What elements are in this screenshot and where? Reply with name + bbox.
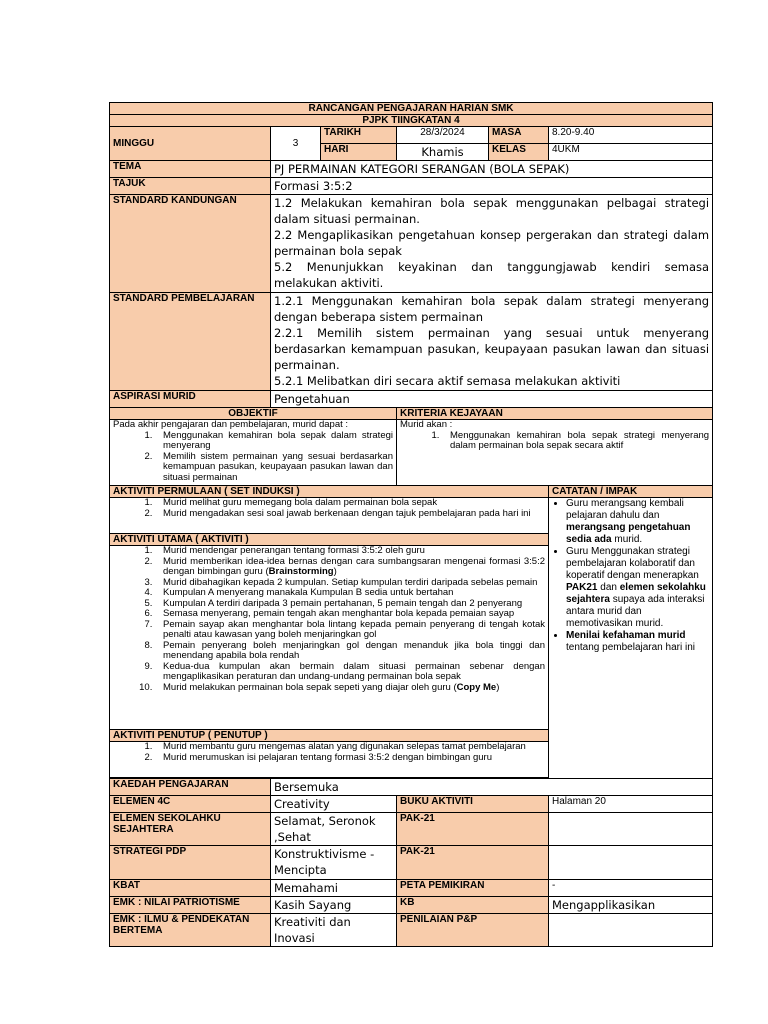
list-item: 9. Kedua-dua kumpulan akan bermain dalam situasi permainan sebenar dengan mengaplikasikan peraturan dan undang-undang permainan bola sepak bbox=[155, 662, 545, 683]
utama-list bbox=[113, 546, 545, 693]
tajuk-label: TAJUK bbox=[110, 178, 271, 195]
masa-label: MASA bbox=[489, 127, 549, 144]
tarikh-value: 28/3/2024 bbox=[397, 127, 489, 144]
list-item: 2. Murid memberikan idea-idea bernas dengan cara sumbangsaran mengenai formasi 3:5:2 dengan bimbingan guru (Brainstorming) bbox=[155, 557, 545, 578]
strategi-label: STRATEGI PDP bbox=[110, 846, 271, 880]
list-item: 4. Kumpulan A menyerang manakala Kumpulan B sedia untuk bertahan bbox=[155, 588, 545, 599]
elemen4c-value: Creativity bbox=[271, 796, 397, 813]
objektif-label: OBJEKTIF bbox=[110, 408, 397, 420]
minggu-value: 3 bbox=[271, 127, 321, 161]
masa-value: 8.20-9.40 bbox=[549, 127, 713, 144]
sk-item: 2.2 Mengaplikasikan pengetahuan konsep pergerakan dan strategi dalam permainan bola sepak bbox=[274, 228, 710, 258]
list-item: 1. Murid membantu guru mengemas alatan yang digunakan selepas tamat pembelajaran bbox=[155, 742, 545, 753]
minggu-label: MINGGU bbox=[110, 127, 271, 161]
penilaian-value bbox=[549, 914, 713, 947]
peta-pemikiran-value: - bbox=[549, 880, 713, 897]
list-item: 1. Menggunakan kemahiran bola sepak dalam strategi menyerang bbox=[155, 431, 393, 452]
pak21-value-2 bbox=[549, 846, 713, 880]
list-item: 10. Murid melakukan permainan bola sepak sepeti yang diajar oleh guru (Copy Me) bbox=[155, 683, 545, 694]
lesson-plan-table bbox=[109, 102, 713, 947]
list-item: 3. Murid dibahagikan kepada 2 kumpulan. Setiap kumpulan terdiri daripada sebelas pemain bbox=[155, 578, 545, 589]
sejahtera-label: ELEMEN SEKOLAHKU SEJAHTERA bbox=[110, 813, 271, 846]
kaedah-label: KAEDAH PENGAJARAN bbox=[110, 779, 271, 796]
kb-label: KB bbox=[397, 897, 549, 914]
standard-kandungan-label: STANDARD KANDUNGAN bbox=[110, 195, 271, 293]
kaedah-value: Bersemuka bbox=[271, 779, 713, 796]
plan-subtitle: PJPK TIINGKATAN 4 bbox=[110, 115, 713, 127]
kbat-label: KBAT bbox=[110, 880, 271, 897]
list-item: 8. Pemain penyerang boleh menjaringkan gol dengan menanduk jika bola tinggi dan menendang apabila bola rendah bbox=[155, 641, 545, 662]
catatan-label: CATATAN / IMPAK bbox=[549, 486, 713, 498]
buku-aktiviti-label: BUKU AKTIVITI bbox=[397, 796, 549, 813]
list-item: 7. Pemain sayap akan menghantar bola lintang kepada pemain penyerang di tengah kotak penalti atau kawasan yang boleh menjaringkan gol bbox=[155, 620, 545, 641]
kriteria-label: KRITERIA KEJAYAAN bbox=[397, 408, 713, 420]
permulaan-label: AKTIVITI PERMULAAN ( SET INDUKSI ) bbox=[110, 486, 549, 498]
standard-pembelajaran-body bbox=[271, 293, 713, 391]
pak21-label-2: PAK-21 bbox=[397, 846, 549, 880]
kbat-value: Memahami bbox=[271, 880, 397, 897]
penutup-label: AKTIVITI PENUTUP ( PENUTUP ) bbox=[110, 730, 549, 742]
ilmu-value: Kreativiti dan Inovasi bbox=[271, 914, 397, 947]
aspirasi-value: Pengetahuan bbox=[271, 391, 713, 408]
permulaan-list bbox=[113, 498, 545, 519]
kriteria-list bbox=[400, 431, 709, 452]
list-item: 1. Murid mendengar penerangan tentang formasi 3:5:2 oleh guru bbox=[155, 546, 545, 557]
objektif-body bbox=[110, 420, 397, 486]
list-item: 1. Murid melihat guru memegang bola dalam permainan bola sepak bbox=[155, 498, 545, 509]
ilmu-label: EMK : ILMU & PENDEKATAN BERTEMA bbox=[110, 914, 271, 947]
hari-label: HARI bbox=[321, 144, 397, 161]
tarikh-label: TARIKH bbox=[321, 127, 397, 144]
pak21-value bbox=[549, 813, 713, 846]
standard-pembelajaran-label: STANDARD PEMBELAJARAN bbox=[110, 293, 271, 391]
strategi-value: Konstruktivisme - Mencipta bbox=[271, 846, 397, 880]
catatan-item: • Menilai kefahaman murid tentang pembelajaran hari ini bbox=[566, 630, 709, 654]
sejahtera-value: Selamat, Seronok ,Sehat bbox=[271, 813, 397, 846]
list-item: 2. Memilih sistem permainan yang sesuai berdasarkan kemampuan pasukan, keupayaan pasukan lawan dan situasi permainan bbox=[155, 452, 393, 484]
aspirasi-label: ASPIRASI MURID bbox=[110, 391, 271, 408]
kelas-label: KELAS bbox=[489, 144, 549, 161]
hari-value: Khamis bbox=[397, 144, 489, 161]
list-item: 6. Semasa menyerang, pemain tengah akan menghantar bola kepada pemaian sayap bbox=[155, 609, 545, 620]
plan-title: RANCANGAN PENGAJARAN HARIAN SMK bbox=[110, 103, 713, 115]
tajuk-value: Formasi 3:5:2 bbox=[271, 178, 713, 195]
list-item: 2. Murid mengadakan sesi soal jawab berkenaan dengan tajuk pembelajaran pada hari ini bbox=[155, 509, 545, 520]
patriotisme-value: Kasih Sayang bbox=[271, 897, 397, 914]
kriteria-intro: Murid akan : bbox=[400, 419, 453, 430]
sp-item: 1.2.1 Menggunakan kemahiran bola sepak dalam strategi menyerang dengan beberapa sistem permainan bbox=[274, 294, 710, 324]
penilaian-label: PENILAIAN P&P bbox=[397, 914, 549, 947]
catatan-item: • Guru Menggunakan strategi pembelajaran kolaboratif dan koperatif dengan menerapkan PAK21 dan elemen sekolahku sejahtera supaya ada interaksi antara murid dan memotivasikan murid. bbox=[566, 546, 709, 630]
sp-item: 2.2.1 Memilih sistem permainan yang sesuai untuk menyerang berdasarkan kemampuan pasukan, keupayaan pasukan lawan dan situasi permainan. bbox=[274, 326, 710, 372]
tema-value: PJ PERMAINAN KATEGORI SERANGAN (BOLA SEPAK) bbox=[271, 161, 713, 178]
catatan-body bbox=[549, 498, 713, 779]
catatan-list bbox=[552, 498, 709, 654]
tema-label: TEMA bbox=[110, 161, 271, 178]
elemen4c-label: ELEMEN 4C bbox=[110, 796, 271, 813]
sp-item: 5.2.1 Melibatkan diri secara aktif semasa melakukan aktiviti bbox=[274, 374, 621, 388]
buku-aktiviti-value: Halaman 20 bbox=[549, 796, 713, 813]
utama-label: AKTIVITI UTAMA ( AKTIVITI ) bbox=[110, 534, 549, 546]
kelas-value: 4UKM bbox=[549, 144, 713, 161]
standard-kandungan-body bbox=[271, 195, 713, 293]
kb-value: Mengapplikasikan bbox=[549, 897, 713, 914]
sk-item: 5.2 Menunjukkan keyakinan dan tanggungjawab kendiri semasa melakukan aktiviti. bbox=[274, 260, 710, 290]
list-item: 1. Menggunakan kemahiran bola sepak strategi menyerang dalam permainan bola sepak secara aktif bbox=[442, 431, 709, 452]
patriotisme-label: EMK : NILAI PATRIOTISME bbox=[110, 897, 271, 914]
penutup-list bbox=[113, 742, 545, 763]
utama-body bbox=[110, 546, 549, 730]
catatan-item: • Guru merangsang kembali pelajaran dahulu dan merangsang pengetahuan sedia ada murid. bbox=[566, 498, 709, 546]
permulaan-body bbox=[110, 498, 549, 534]
penutup-body bbox=[110, 742, 549, 778]
list-item: 5. Kumpulan A terdiri daripada 3 pemain pertahanan, 5 pemain tengah dan 2 penyerang bbox=[155, 599, 545, 610]
list-item: 2. Murid merumuskan isi pelajaran tentang formasi 3:5:2 dengan bimbingan guru bbox=[155, 753, 545, 764]
objektif-list bbox=[113, 431, 393, 484]
sk-item: 1.2 Melakukan kemahiran bola sepak menggunakan pelbagai strategi dalam situasi permainan. bbox=[274, 196, 710, 226]
pak21-label: PAK-21 bbox=[397, 813, 549, 846]
kriteria-body bbox=[397, 420, 713, 486]
objektif-intro: Pada akhir pengajaran dan pembelajaran, murid dapat : bbox=[113, 419, 349, 430]
peta-pemikiran-label: PETA PEMIKIRAN bbox=[397, 880, 549, 897]
